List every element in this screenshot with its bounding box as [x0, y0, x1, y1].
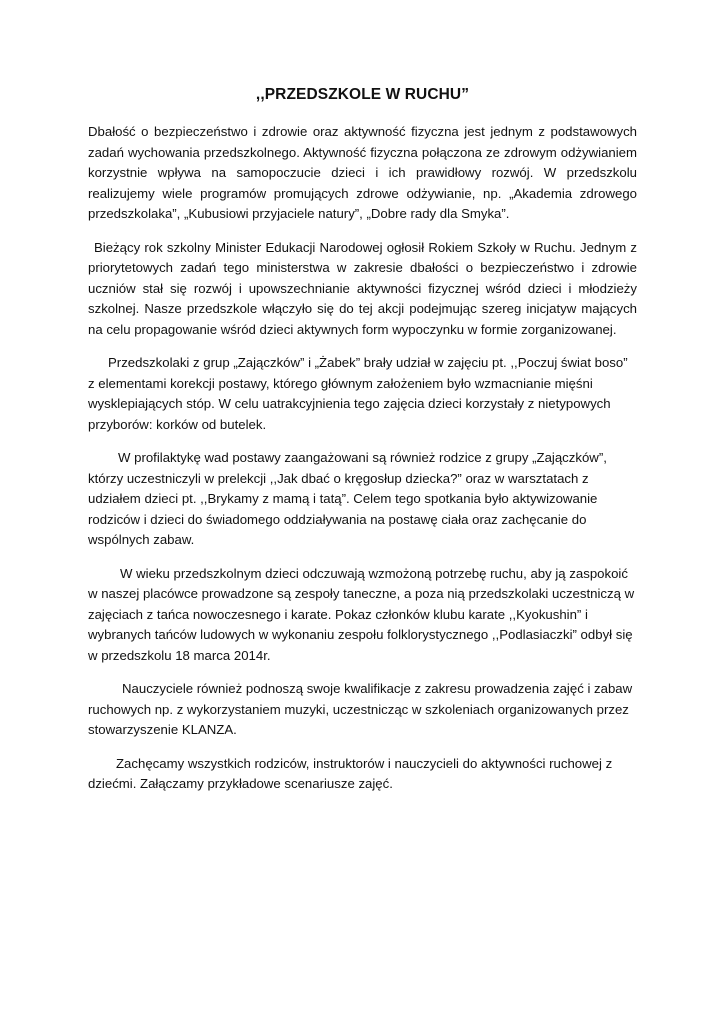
- paragraph-7: Zachęcamy wszystkich rodziców, instruktorów i nauczycieli do aktywności ruchowej z dziećmi. Załączamy przykładowe scenariusze zajęć.: [88, 755, 613, 791]
- paragraph-4: W profilaktykę wad postawy zaangażowani są również rodzice z grupy „Zajączków”, którzy uczestniczyli w prelekcji ,,Jak dbać o kręgosłup dziecka?” oraz w warsztatach z udziałem dzieci pt. ,,Brykamy z mamą i tatą”. Celem tego spotkania było aktywizowanie rodziców i dzieci do świadomego oddziaływania na postawę ciała oraz zachęcanie do wspólnych zabaw.: [88, 450, 607, 547]
- document-title: ,,PRZEDSZKOLE W RUCHU”: [255, 86, 470, 103]
- paragraph-5: W wieku przedszkolnym dzieci odczuwają wzmożoną potrzebę ruchu, aby ją zaspokoić w naszej placówce prowadzone są zespoły taneczne, a poza nią przedszkolaki uczestniczą w zajęciach z tańca nowoczesnego i karate. Pokaz członków klubu karate ,,Kyokushin” i wybranych tańców ludowych w wykonaniu zespołu folklorystycznego ,,Podlasiaczki” odbył się w przedszkolu 18 marca 2014r.: [88, 565, 635, 663]
- paragraph-3: Przedszkolaki z grup „Zajączków” i „Żabek” brały udział w zajęciu pt. ,,Poczuj świat boso” z elementami korekcji postawy, którego głównym założeniem było wzmacnianie mięśni wysklepiających stóp. W celu uatrakcyjnienia tego zajęcia dzieci korzystały z nietypowych przyborów: korków od butelek.: [88, 355, 628, 432]
- paragraph-6: Nauczyciele również podnoszą swoje kwalifikacje z zakresu prowadzenia zajęć i zabaw ruchowych np. z wykorzystaniem muzyki, uczestnicząc w szkoleniach organizowanych przez stowarzyszenie KLANZA.: [88, 681, 633, 737]
- paragraph-1: Dbałość o bezpieczeństwo i zdrowie oraz aktywność fizyczna jest jednym z podstawowych zadań wychowania przedszkolnego. Aktywność fizyczna połączona ze zdrowym odżywianiem korzystnie wpływa na samopoczucie dzieci i ich prawidłowy rozwój. W przedszkolu realizujemy wiele programów promujących zdrowe odżywianie, np. „Akademia zdrowego przedszkolaka”, „Kubusiowi przyjaciele natury”, „Dobre rady dla Smyka”.: [88, 124, 637, 221]
- paragraph-2: Bieżący rok szkolny Minister Edukacji Narodowej ogłosił Rokiem Szkoły w Ruchu. Jednym z priorytetowych zadań tego ministerstwa w zakresie dbałości o bezpieczeństwo i zdrowie uczniów stał się rozwój i upowszechnianie aktywności fizycznej wśród dzieci i młodzieży szkolnej. Nasze przedszkole włączyło się do tej akcji podejmując szereg inicjatyw mających na celu propagowanie wśród dzieci aktywnych form wypoczynku w formie zorganizowanej.: [88, 239, 637, 337]
